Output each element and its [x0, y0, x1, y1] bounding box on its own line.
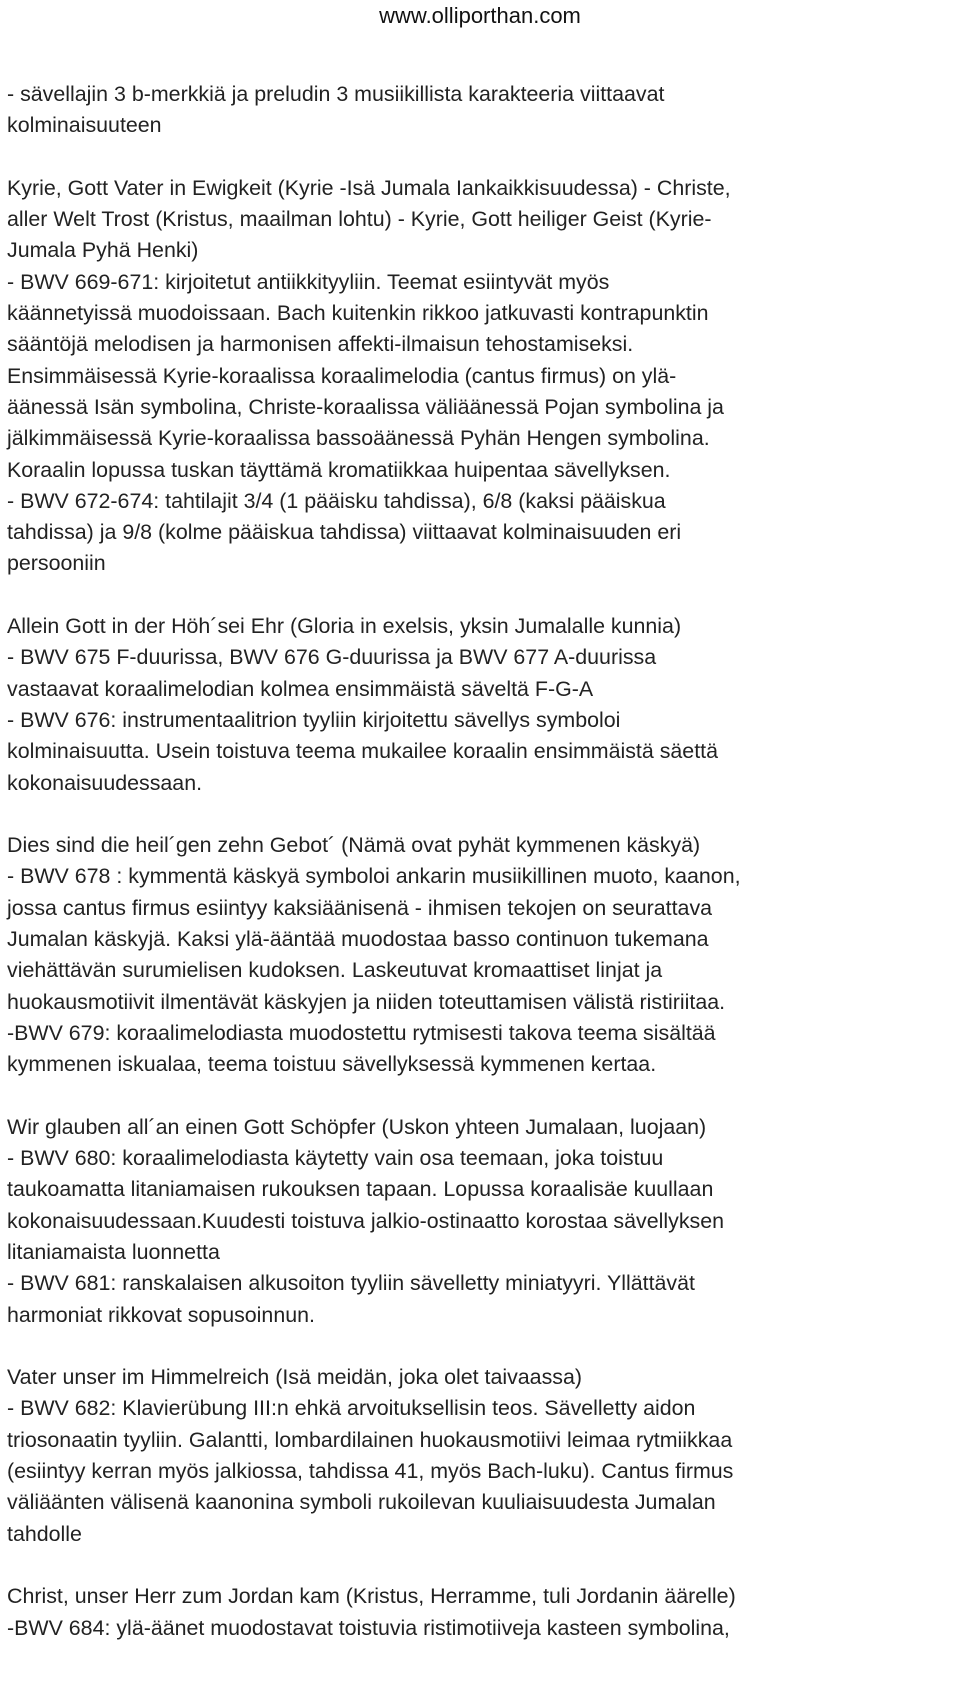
- text-line: tahdissa) ja 9/8 (kolme pääiskua tahdissa) viittaavat kolminaisuuden eri: [7, 520, 682, 545]
- section-heading-line: Wir glauben all´an einen Gott Schöpfer (Uskon yhteen Jumalaan, luojaan): [7, 1114, 707, 1139]
- text-line: harmoniat rikkovat sopusoinnun.: [7, 1302, 315, 1327]
- kyrie-section: [7, 173, 957, 580]
- text-line: kokonaisuudessaan.Kuudesti toistuva jalkio-ostinaatto korostaa sävellyksen: [7, 1208, 725, 1233]
- section-heading-line: Christ, unser Herr zum Jordan kam (Kristus, Herramme, tuli Jordanin äärelle): [7, 1584, 736, 1609]
- text-line: - BWV 681: ranskalaisen alkusoiton tyyliin sävelletty miniatyyri. Yllättävät: [7, 1271, 695, 1296]
- paragraph-gap: [7, 580, 957, 611]
- text-line: - BWV 682: Klavierübung III:n ehkä arvoituksellisin teos. Sävelletty aidon: [7, 1396, 696, 1421]
- text-line: väliäänten välisenä kaanonina symboli rukoilevan kuuliaisuudesta Jumalan: [7, 1490, 716, 1515]
- text-line: persooniin: [7, 551, 106, 576]
- commandments-section: [7, 830, 957, 1080]
- intro-paragraph: [7, 79, 957, 142]
- gloria-section: [7, 611, 957, 799]
- text-line: litaniamaista luonnetta: [7, 1239, 220, 1264]
- text-line: vastaavat koraalimelodian kolmea ensimmäistä säveltä F-G-A: [7, 676, 594, 701]
- text-line: - BWV 676: instrumentaalitrion tyyliin kirjoitettu sävellys symboloi: [7, 707, 621, 732]
- document-body: [7, 79, 957, 1644]
- paragraph-gap: [7, 1331, 957, 1362]
- text-line: - BWV 678 : kymmentä käskyä symboloi ankarin musiikillinen muoto, kaanon,: [7, 864, 741, 889]
- section-heading-line: Allein Gott in der Höh´sei Ehr (Gloria in exelsis, yksin Jumalalle kunnia): [7, 614, 682, 639]
- text-line: -BWV 684: ylä-äänet muodostavat toistuvia ristimotiiveja kasteen symbolina,: [7, 1615, 730, 1640]
- pater-noster-section: [7, 1362, 957, 1550]
- text-line: triosonaatin tyyliin. Galantti, lombardilainen huokausmotiivi leimaa rytmiikkaa: [7, 1427, 733, 1452]
- paragraph-gap: [7, 1081, 957, 1112]
- text-line: taukoamatta litaniamaisen rukouksen tapaan. Lopussa koraalisäe kuullaan: [7, 1177, 714, 1202]
- text-line: kymmenen iskualaa, teema toistuu sävellyksessä kymmenen kertaa.: [7, 1052, 657, 1077]
- text-line: - BWV 680: koraalimelodiasta käytetty vain osa teemaan, joka toistuu: [7, 1146, 664, 1171]
- paragraph-gap: [7, 799, 957, 830]
- text-line: käännetyissä muodoissaan. Bach kuitenkin rikkoo jatkuvasti kontrapunktin: [7, 301, 709, 326]
- paragraph-gap: [7, 142, 957, 173]
- text-line: Ensimmäisessä Kyrie-koraalissa koraalimelodia (cantus firmus) on ylä-: [7, 363, 677, 388]
- text-line: kolminaisuutta. Usein toistuva teema mukailee koraalin ensimmäistä säettä: [7, 739, 718, 764]
- text-line: -BWV 679: koraalimelodiasta muodostettu rytmisesti takova teema sisältää: [7, 1020, 716, 1045]
- site-header: www.olliporthan.com: [379, 3, 581, 28]
- baptism-section: [7, 1581, 957, 1644]
- text-line: kolminaisuuteen: [7, 113, 162, 138]
- text-line: - sävellajin 3 b-merkkiä ja preludin 3 musiikillista karakteeria viittaavat: [7, 82, 665, 106]
- text-line: - BWV 669-671: kirjoitetut antiikkityyliin. Teemat esiintyvät myös: [7, 269, 610, 294]
- text-line: sääntöjä melodisen ja harmonisen affekti-ilmaisun tehostamiseksi.: [7, 332, 634, 357]
- text-line: äänessä Isän symbolina, Christe-koraalissa väliäänessä Pojan symbolina ja: [7, 394, 724, 419]
- paragraph-gap: [7, 1550, 957, 1581]
- text-line: Koraalin lopussa tuskan täyttämä kromatiikkaa huipentaa sävellyksen.: [7, 457, 671, 482]
- text-line: tahdolle: [7, 1521, 82, 1546]
- credo-section: [7, 1112, 957, 1331]
- text-line: huokausmotiivit ilmentävät käskyjen ja niiden toteuttamisen välistä ristiriitaa.: [7, 989, 726, 1014]
- section-heading-line: Jumala Pyhä Henki): [7, 238, 199, 263]
- text-line: - BWV 675 F-duurissa, BWV 676 G-duurissa ja BWV 677 A-duurissa: [7, 645, 657, 670]
- section-heading-line: Kyrie, Gott Vater in Ewigkeit (Kyrie -Isä Jumala Iankaikkisuudessa) - Christe,: [7, 175, 731, 200]
- section-heading-line: aller Welt Trost (Kristus, maailman lohtu) - Kyrie, Gott heiliger Geist (Kyrie-: [7, 207, 712, 232]
- text-line: viehättävän surumielisen kudoksen. Laskeutuvat kromaattiset linjat ja: [7, 958, 663, 983]
- section-heading-line: Vater unser im Himmelreich (Isä meidän, joka olet taivaassa): [7, 1365, 582, 1390]
- text-line: jossa cantus firmus esiintyy kaksiäänisenä - ihmisen tekojen on seurattava: [7, 895, 713, 920]
- section-heading-line: Dies sind die heil´gen zehn Gebot´ (Nämä ovat pyhät kymmenen käskyä): [7, 833, 701, 858]
- text-line: jälkimmäisessä Kyrie-koraalissa bassoäänessä Pyhän Hengen symbolina.: [7, 426, 710, 451]
- text-line: (esiintyy kerran myös jalkiossa, tahdissa 41, myös Bach-luku). Cantus firmus: [7, 1459, 734, 1484]
- text-line: - BWV 672-674: tahtilajit 3/4 (1 pääisku tahdissa), 6/8 (kaksi pääiskua: [7, 488, 666, 513]
- text-line: Jumalan käskyjä. Kaksi ylä-ääntää muodostaa basso continuon tukemana: [7, 927, 709, 952]
- text-line: kokonaisuudessaan.: [7, 770, 203, 795]
